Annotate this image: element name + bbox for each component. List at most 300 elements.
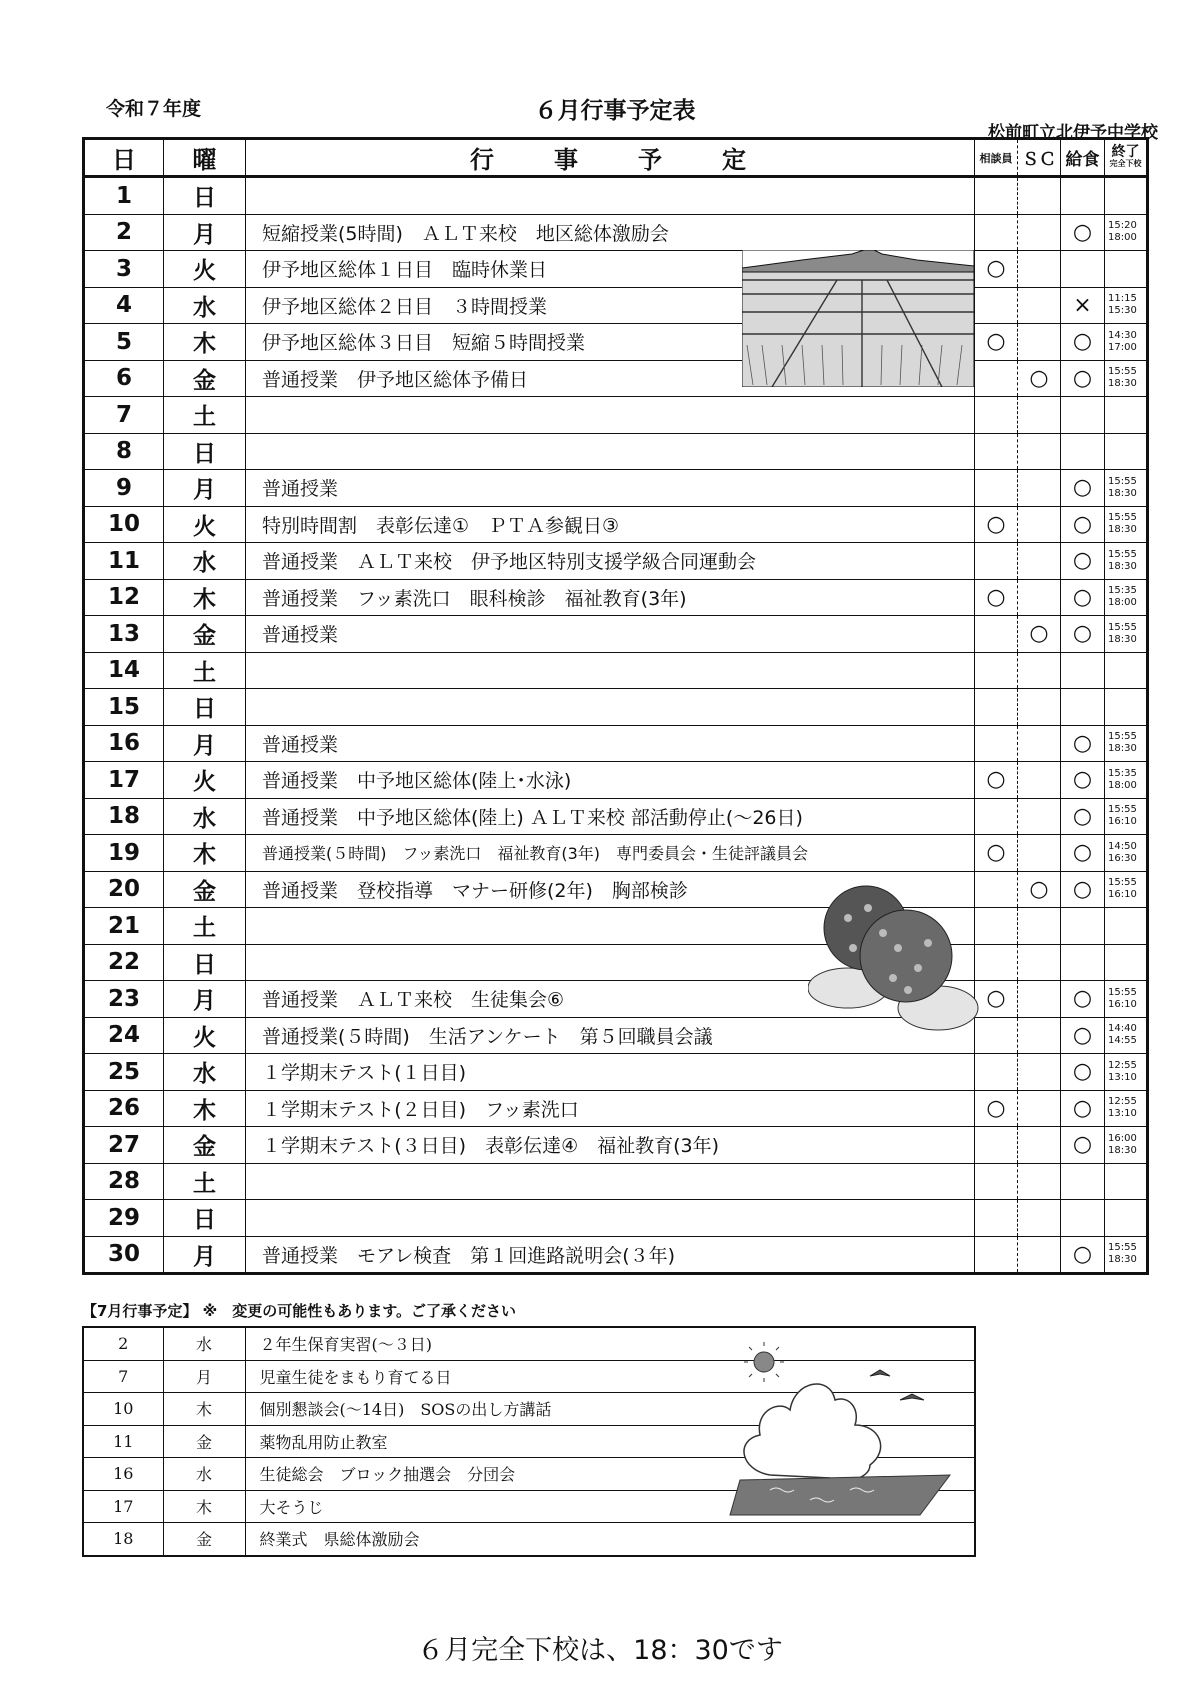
header-sc: ＳＣ [1018, 139, 1061, 177]
end-time-cell [1105, 214, 1148, 251]
sc-cell [1018, 1200, 1061, 1237]
header-end-top: 終了 [1111, 144, 1140, 160]
counselor-cell [975, 798, 1018, 835]
july-day-cell: 17 [83, 1490, 163, 1523]
weekday-cell: 月 [164, 1236, 246, 1274]
lunch-cell [1061, 652, 1105, 689]
weekday-cell: 火 [164, 762, 246, 799]
full-dismissal-time: 18:30 [1108, 524, 1137, 536]
counselor-cell [975, 1017, 1018, 1054]
weekday-cell: 日 [164, 433, 246, 470]
full-dismissal-time: 14:55 [1108, 1035, 1137, 1047]
weekday-cell: 月 [164, 981, 246, 1018]
end-time: 15:20 [1108, 220, 1137, 232]
full-dismissal-time: 18:30 [1108, 378, 1137, 390]
day-cell: 26 [84, 1090, 164, 1127]
end-time-cell [1105, 944, 1148, 981]
lunch-cell: ○ [1061, 506, 1105, 543]
table-row [84, 1127, 1148, 1164]
day-cell: 14 [84, 652, 164, 689]
sc-cell [1018, 470, 1061, 507]
table-row [84, 835, 1148, 872]
sc-cell [1018, 397, 1061, 434]
lunch-cell: ○ [1061, 1017, 1105, 1054]
day-cell: 4 [84, 287, 164, 324]
end-time: 12:55 [1108, 1096, 1137, 1108]
day-cell: 16 [84, 725, 164, 762]
sc-cell [1018, 324, 1061, 361]
table-row [84, 1017, 1148, 1054]
sc-cell [1018, 652, 1061, 689]
lunch-cell [1061, 397, 1105, 434]
day-cell: 27 [84, 1127, 164, 1164]
end-time-cell [1105, 1200, 1148, 1237]
end-time-cell [1105, 908, 1148, 945]
counselor-cell [975, 652, 1018, 689]
event-cell: 普通授業 モアレ検査 第１回進路説明会(３年) [246, 1236, 975, 1274]
table-row [84, 1200, 1148, 1237]
weekday-cell: 日 [164, 689, 246, 726]
weekday-cell: 水 [164, 543, 246, 580]
table-row [84, 1236, 1148, 1274]
day-cell: 23 [84, 981, 164, 1018]
end-time-cell [1105, 616, 1148, 653]
day-cell: 24 [84, 1017, 164, 1054]
event-cell: 普通授業 登校指導 マナー研修(2年) 胸部検診 [246, 871, 975, 908]
full-dismissal-time: 16:10 [1108, 998, 1137, 1010]
sc-cell [1018, 908, 1061, 945]
weekday-cell: 金 [164, 1127, 246, 1164]
weekday-cell: 月 [164, 725, 246, 762]
end-time-cell [1105, 689, 1148, 726]
header-lunch: 給食 [1061, 139, 1105, 177]
lunch-cell: ○ [1061, 543, 1105, 580]
full-dismissal-time: 18:30 [1108, 1144, 1137, 1156]
event-cell [246, 1200, 975, 1237]
event-cell: 普通授業 伊予地区総体予備日 [246, 360, 975, 397]
lunch-cell: × [1061, 287, 1105, 324]
full-dismissal-time: 16:30 [1108, 852, 1137, 864]
end-time-cell [1105, 652, 1148, 689]
end-time: 15:55 [1108, 804, 1137, 816]
table-row [84, 1090, 1148, 1127]
end-time-cell [1105, 981, 1148, 1018]
july-weekday-cell: 木 [163, 1393, 245, 1426]
full-dismissal-time: 16:10 [1108, 889, 1137, 901]
lunch-cell: ○ [1061, 1127, 1105, 1164]
counselor-cell: ○ [975, 762, 1018, 799]
day-cell: 21 [84, 908, 164, 945]
event-cell: 普通授業 [246, 470, 975, 507]
day-cell: 7 [84, 397, 164, 434]
lunch-cell: ○ [1061, 835, 1105, 872]
july-day-cell: 16 [83, 1458, 163, 1491]
end-time-cell [1105, 725, 1148, 762]
table-row [84, 689, 1148, 726]
weekday-cell: 水 [164, 1054, 246, 1091]
end-time: 15:55 [1108, 512, 1137, 524]
full-dismissal-time: 15:30 [1108, 305, 1137, 317]
full-dismissal-time: 18:00 [1108, 597, 1137, 609]
event-cell: １学期末テスト(２日目) フッ素洗口 [246, 1090, 975, 1127]
july-event-cell: 薬物乱用防止教室 [245, 1425, 975, 1458]
end-time-cell [1105, 397, 1148, 434]
end-time-cell [1105, 1054, 1148, 1091]
july-day-cell: 11 [83, 1425, 163, 1458]
end-time-cell [1105, 470, 1148, 507]
july-event-cell: 生徒総会 ブロック抽選会 分団会 [245, 1458, 975, 1491]
full-dismissal-time: 18:00 [1108, 232, 1137, 244]
lunch-cell [1061, 177, 1105, 215]
lunch-cell: ○ [1061, 762, 1105, 799]
event-cell [246, 1163, 975, 1200]
day-cell: 19 [84, 835, 164, 872]
end-time: 15:55 [1108, 986, 1137, 998]
counselor-cell [975, 616, 1018, 653]
end-time: 14:40 [1108, 1023, 1137, 1035]
lunch-cell: ○ [1061, 871, 1105, 908]
event-cell: 普通授業 中予地区総体(陸上) ＡＬＴ来校 部活動停止(～26日) [246, 798, 975, 835]
day-cell: 9 [84, 470, 164, 507]
end-time: 15:55 [1108, 1242, 1137, 1254]
day-cell: 18 [84, 798, 164, 835]
day-cell: 10 [84, 506, 164, 543]
table-row [84, 798, 1148, 835]
sc-cell: ○ [1018, 871, 1061, 908]
sc-cell [1018, 1017, 1061, 1054]
header-events: 行 事 予 定 [246, 139, 975, 177]
sc-cell: ○ [1018, 616, 1061, 653]
day-cell: 13 [84, 616, 164, 653]
table-row [84, 871, 1148, 908]
table-row [84, 251, 1148, 288]
event-cell: 普通授業 ＡＬＴ来校 伊予地区特別支援学級合同運動会 [246, 543, 975, 580]
june-schedule-table [82, 137, 1149, 1275]
event-cell [246, 397, 975, 434]
school-name: 松前町立北伊予中学校 [988, 123, 1158, 143]
counselor-cell [975, 1200, 1018, 1237]
july-weekday-cell: 水 [163, 1458, 245, 1491]
sc-cell [1018, 835, 1061, 872]
table-row [84, 616, 1148, 653]
lunch-cell [1061, 251, 1105, 288]
sc-cell [1018, 287, 1061, 324]
day-cell: 2 [84, 214, 164, 251]
weekday-cell: 土 [164, 908, 246, 945]
day-cell: 29 [84, 1200, 164, 1237]
weekday-cell: 水 [164, 287, 246, 324]
counselor-cell [975, 908, 1018, 945]
counselor-cell: ○ [975, 579, 1018, 616]
counselor-cell: ○ [975, 251, 1018, 288]
end-time-cell [1105, 1090, 1148, 1127]
full-dismissal-time: 18:30 [1108, 743, 1137, 755]
counselor-cell [975, 360, 1018, 397]
weekday-cell: 日 [164, 1200, 246, 1237]
july-day-cell: 2 [83, 1327, 163, 1360]
end-time-cell [1105, 543, 1148, 580]
end-time: 12:55 [1108, 1059, 1137, 1071]
table-row [84, 981, 1148, 1018]
counselor-cell [975, 725, 1018, 762]
counselor-cell [975, 1163, 1018, 1200]
end-time-cell [1105, 871, 1148, 908]
july-day-cell: 18 [83, 1523, 163, 1556]
counselor-cell [975, 543, 1018, 580]
event-cell: 伊予地区総体２日目 ３時間授業 [246, 287, 975, 324]
counselor-cell [975, 689, 1018, 726]
sc-cell [1018, 506, 1061, 543]
july-weekday-cell: 木 [163, 1490, 245, 1523]
hydrangea-illustration [808, 878, 980, 1038]
sc-cell [1018, 1236, 1061, 1274]
lunch-cell: ○ [1061, 1054, 1105, 1091]
end-time: 15:55 [1108, 475, 1137, 487]
july-heading: 【7月行事予定】 ※ 変更の可能性もあります。ご了承ください [82, 1302, 517, 1320]
end-time: 14:50 [1108, 840, 1137, 852]
event-cell: 伊予地区総体１日目 臨時休業日 [246, 251, 975, 288]
lunch-cell: ○ [1061, 798, 1105, 835]
day-cell: 22 [84, 944, 164, 981]
event-cell [246, 433, 975, 470]
table-row [84, 470, 1148, 507]
table-row [84, 762, 1148, 799]
lunch-cell [1061, 908, 1105, 945]
end-time: 15:55 [1108, 621, 1137, 633]
weekday-cell: 火 [164, 251, 246, 288]
header-end-time [1105, 139, 1148, 177]
table-row [84, 177, 1148, 215]
end-time: 15:35 [1108, 585, 1137, 597]
counselor-cell: ○ [975, 324, 1018, 361]
sc-cell [1018, 1054, 1061, 1091]
sc-cell: ○ [1018, 360, 1061, 397]
end-time-cell [1105, 1163, 1148, 1200]
end-time-cell [1105, 360, 1148, 397]
weekday-cell: 金 [164, 616, 246, 653]
counselor-cell [975, 1127, 1018, 1164]
day-cell: 20 [84, 871, 164, 908]
full-dismissal-time: 16:10 [1108, 816, 1137, 828]
end-time-cell [1105, 835, 1148, 872]
end-time-cell [1105, 287, 1148, 324]
weekday-cell: 水 [164, 798, 246, 835]
event-cell: 短縮授業(5時間) ＡＬＴ来校 地区総体激励会 [246, 214, 975, 251]
weekday-cell: 土 [164, 1163, 246, 1200]
end-time-cell [1105, 251, 1148, 288]
july-event-cell: 個別懇談会(～14日) SOSの出し方講話 [245, 1393, 975, 1426]
counselor-cell [975, 944, 1018, 981]
event-cell: 普通授業 [246, 616, 975, 653]
weekday-cell: 木 [164, 1090, 246, 1127]
event-cell: 普通授業 [246, 725, 975, 762]
full-dismissal-time: 18:30 [1108, 633, 1137, 645]
july-weekday-cell: 金 [163, 1523, 245, 1556]
day-cell: 8 [84, 433, 164, 470]
end-time: 11:15 [1108, 293, 1137, 305]
day-cell: 28 [84, 1163, 164, 1200]
sc-cell [1018, 177, 1061, 215]
weekday-cell: 月 [164, 214, 246, 251]
event-cell: 伊予地区総体３日目 短縮５時間授業 [246, 324, 975, 361]
header-weekday: 曜 [164, 139, 246, 177]
july-event-cell: ２年生保育実習(～３日) [245, 1327, 975, 1360]
table-row [84, 944, 1148, 981]
end-time-cell [1105, 506, 1148, 543]
end-time: 15:55 [1108, 731, 1137, 743]
weekday-cell: 木 [164, 835, 246, 872]
table-row [84, 287, 1148, 324]
lunch-cell: ○ [1061, 579, 1105, 616]
sc-cell [1018, 579, 1061, 616]
event-cell: 普通授業 中予地区総体(陸上･水泳) [246, 762, 975, 799]
table-row [84, 324, 1148, 361]
weekday-cell: 火 [164, 506, 246, 543]
day-cell: 12 [84, 579, 164, 616]
end-time-cell [1105, 798, 1148, 835]
end-time-cell [1105, 1236, 1148, 1274]
counselor-cell [975, 470, 1018, 507]
end-time-cell [1105, 579, 1148, 616]
weekday-cell: 木 [164, 579, 246, 616]
full-dismissal-time: 18:30 [1108, 487, 1137, 499]
end-time-cell [1105, 762, 1148, 799]
weekday-cell: 土 [164, 652, 246, 689]
counselor-cell [975, 433, 1018, 470]
page-title: ６月行事予定表 [534, 98, 696, 124]
event-cell: 普通授業 フッ素洗口 眼科検診 福祉教育(3年) [246, 579, 975, 616]
table-row [84, 1163, 1148, 1200]
end-time: 15:55 [1108, 877, 1137, 889]
table-row [84, 725, 1148, 762]
event-cell: 特別時間割 表彰伝達① ＰＴＡ参観日③ [246, 506, 975, 543]
sc-cell [1018, 944, 1061, 981]
lunch-cell: ○ [1061, 1090, 1105, 1127]
sc-cell [1018, 725, 1061, 762]
lunch-cell: ○ [1061, 214, 1105, 251]
july-day-cell: 10 [83, 1393, 163, 1426]
counselor-cell [975, 1054, 1018, 1091]
day-cell: 17 [84, 762, 164, 799]
weekday-cell: 土 [164, 397, 246, 434]
counselor-cell [975, 177, 1018, 215]
counselor-cell [975, 397, 1018, 434]
sc-cell [1018, 1090, 1061, 1127]
lunch-cell: ○ [1061, 324, 1105, 361]
july-weekday-cell: 月 [163, 1360, 245, 1393]
day-cell: 15 [84, 689, 164, 726]
table-row [84, 214, 1148, 251]
sc-cell [1018, 543, 1061, 580]
lunch-cell: ○ [1061, 616, 1105, 653]
day-cell: 3 [84, 251, 164, 288]
header-end-bottom: 完全下校 [1109, 159, 1142, 168]
july-event-cell: 大そうじ [245, 1490, 975, 1523]
weekday-cell: 月 [164, 470, 246, 507]
header-counselor: 相談員 [975, 139, 1018, 177]
full-dismissal-time: 17:00 [1108, 341, 1137, 353]
day-cell: 5 [84, 324, 164, 361]
end-time-cell [1105, 177, 1148, 215]
end-time: 15:55 [1108, 548, 1137, 560]
full-dismissal-time: 13:10 [1108, 1071, 1137, 1083]
footer-notice: ６月完全下校は、18：30です [417, 1635, 783, 1666]
day-cell: 25 [84, 1054, 164, 1091]
lunch-cell: ○ [1061, 360, 1105, 397]
full-dismissal-time: 18:00 [1108, 779, 1137, 791]
july-weekday-cell: 金 [163, 1425, 245, 1458]
full-dismissal-time: 13:10 [1108, 1108, 1137, 1120]
full-dismissal-time: 18:30 [1108, 560, 1137, 572]
end-time-cell [1105, 433, 1148, 470]
sc-cell [1018, 689, 1061, 726]
weekday-cell: 金 [164, 360, 246, 397]
weekday-cell: 木 [164, 324, 246, 361]
event-cell: 普通授業(５時間) フッ素洗口 福祉教育(3年) 専門委員会・生徒評議員会 [246, 835, 975, 872]
end-time-cell [1105, 324, 1148, 361]
lunch-cell [1061, 689, 1105, 726]
table-row [84, 433, 1148, 470]
day-cell: 6 [84, 360, 164, 397]
weekday-cell: 火 [164, 1017, 246, 1054]
summer-cloud-illustration [720, 1340, 970, 1540]
lunch-cell [1061, 944, 1105, 981]
end-time: 15:35 [1108, 767, 1137, 779]
end-time: 14:30 [1108, 329, 1137, 341]
header-day: 日 [84, 139, 164, 177]
sc-cell [1018, 214, 1061, 251]
july-weekday-cell: 水 [163, 1327, 245, 1360]
july-event-cell: 児童生徒をまもり育てる日 [245, 1360, 975, 1393]
sc-cell [1018, 981, 1061, 1018]
full-dismissal-time: 18:30 [1108, 1254, 1137, 1266]
table-row [84, 506, 1148, 543]
table-row [84, 579, 1148, 616]
weekday-cell: 日 [164, 177, 246, 215]
end-time-cell [1105, 1017, 1148, 1054]
counselor-cell: ○ [975, 1090, 1018, 1127]
counselor-cell: ○ [975, 835, 1018, 872]
rice-field-illustration [742, 250, 974, 387]
sc-cell [1018, 251, 1061, 288]
sc-cell [1018, 762, 1061, 799]
table-row [84, 397, 1148, 434]
sc-cell [1018, 1163, 1061, 1200]
counselor-cell [975, 287, 1018, 324]
event-cell: １学期末テスト(３日目) 表彰伝達④ 福祉教育(3年) [246, 1127, 975, 1164]
sc-cell [1018, 798, 1061, 835]
counselor-cell [975, 1236, 1018, 1274]
day-cell: 1 [84, 177, 164, 215]
table-row [84, 1054, 1148, 1091]
event-cell [246, 689, 975, 726]
end-time-cell [1105, 1127, 1148, 1164]
event-cell: 普通授業 ＡＬＴ来校 生徒集会⑥ [246, 981, 975, 1018]
lunch-cell [1061, 433, 1105, 470]
counselor-cell: ○ [975, 981, 1018, 1018]
table-row [84, 652, 1148, 689]
weekday-cell: 金 [164, 871, 246, 908]
weekday-cell: 日 [164, 944, 246, 981]
table-row [84, 360, 1148, 397]
end-time: 16:00 [1108, 1132, 1137, 1144]
fiscal-year: 令和７年度 [106, 98, 202, 120]
event-cell [246, 652, 975, 689]
lunch-cell: ○ [1061, 470, 1105, 507]
sc-cell [1018, 433, 1061, 470]
counselor-cell [975, 214, 1018, 251]
lunch-cell [1061, 1163, 1105, 1200]
